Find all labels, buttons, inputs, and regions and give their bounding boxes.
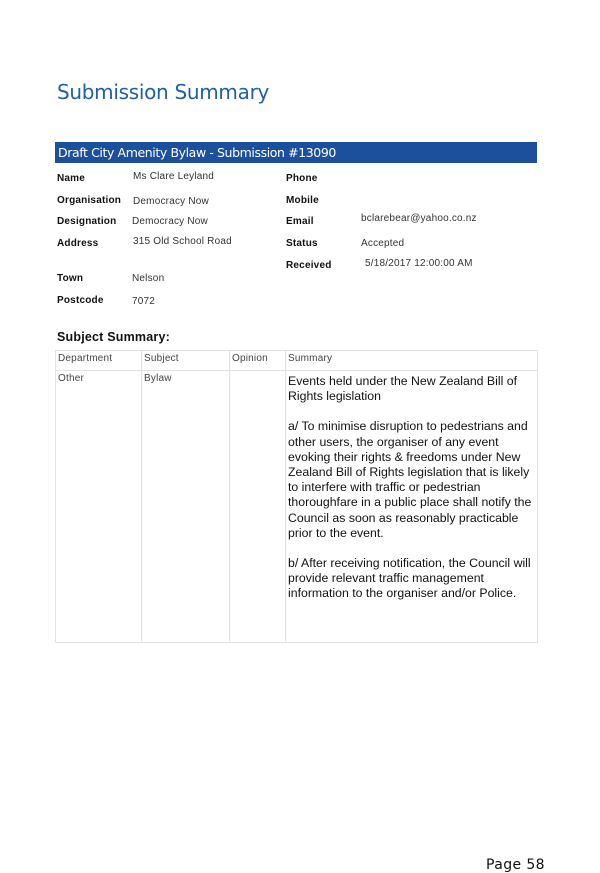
designation-value: Democracy Now xyxy=(132,216,208,227)
status-label: Status xyxy=(286,238,318,249)
table-header-row xyxy=(56,351,538,371)
email-value: bclarebear@yahoo.co.nz xyxy=(361,213,477,224)
table-row xyxy=(56,371,538,643)
received-label: Received xyxy=(286,260,332,271)
postcode-value: 7072 xyxy=(132,296,156,307)
received-value: 5/18/2017 12:00:00 AM xyxy=(365,258,473,269)
summary-paragraph: b/ After receiving notification, the Council will provide relevant traffic management information to the organiser and/or Police. xyxy=(288,556,531,601)
name-value: Ms Clare Leyland xyxy=(133,171,215,182)
submission-banner: Draft City Amenity Bylaw - Submission #13090 xyxy=(55,142,537,163)
summary-paragraph: a/ To minimise disruption to pedestrians and other users, the organiser of any event evoking their rights & freedoms under New Zealand Bill of Rights legislation that is likely to interfere with traffic or pedestrian thoroughfare in a public place shall notify the Council as soon as reasonably practicable prior to the event. xyxy=(288,419,532,540)
column-header-department: Department xyxy=(56,351,142,371)
status-value: Accepted xyxy=(361,238,405,249)
town-value: Nelson xyxy=(132,273,165,284)
designation-label: Designation xyxy=(57,216,117,227)
organisation-label: Organisation xyxy=(57,195,122,206)
organisation-value: Democracy Now xyxy=(133,196,209,207)
address-value: 315 Old School Road xyxy=(133,236,232,247)
phone-label: Phone xyxy=(286,173,318,184)
page-number: Page 58 xyxy=(486,857,545,873)
subject-cell: Bylaw xyxy=(142,371,230,643)
address-label: Address xyxy=(57,238,99,249)
postcode-label: Postcode xyxy=(57,295,104,306)
department-cell: Other xyxy=(56,371,142,643)
email-label: Email xyxy=(286,216,314,227)
page-title: Submission Summary xyxy=(57,80,270,104)
summary-cell xyxy=(286,371,538,643)
mobile-label: Mobile xyxy=(286,195,319,206)
name-label: Name xyxy=(57,173,86,184)
column-header-opinion: Opinion xyxy=(230,351,286,371)
subject-summary-table xyxy=(55,350,538,643)
town-label: Town xyxy=(57,273,84,284)
column-header-summary: Summary xyxy=(286,351,538,371)
subject-summary-heading: Subject Summary: xyxy=(57,330,170,344)
summary-paragraph: Events held under the New Zealand Bill of Rights legislation xyxy=(288,374,517,404)
opinion-cell xyxy=(230,371,286,643)
column-header-subject: Subject xyxy=(142,351,230,371)
